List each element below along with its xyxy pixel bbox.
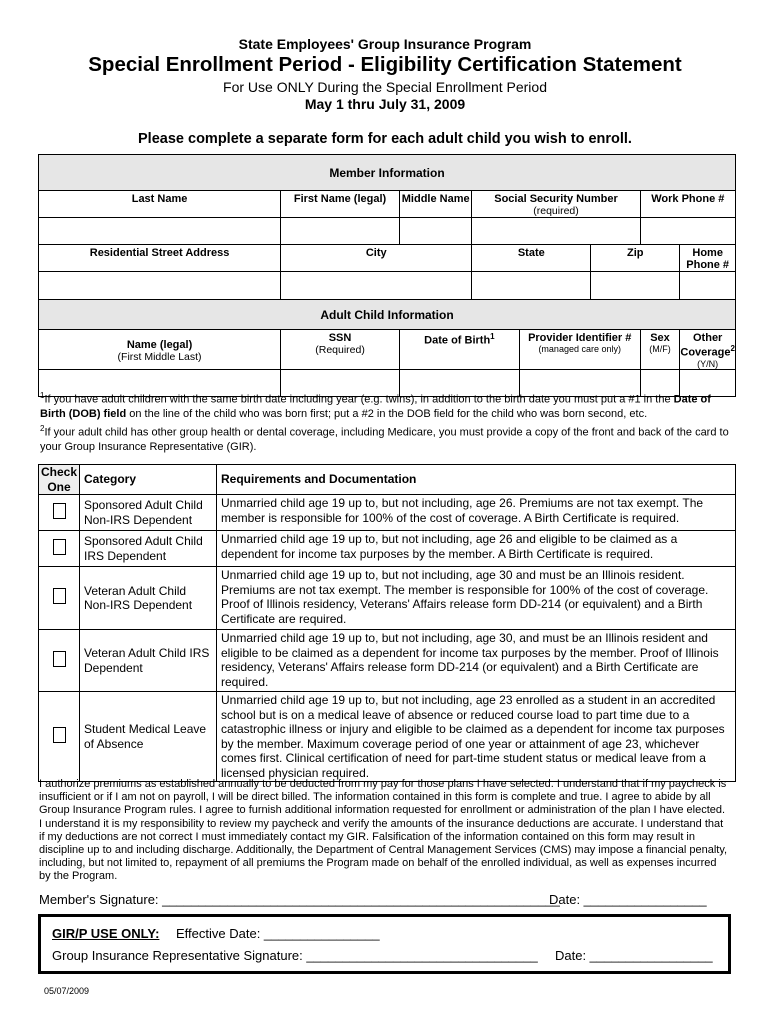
state-label: State (472, 245, 591, 272)
category-row (39, 692, 736, 782)
footnote-1-text-b: on the line of the child who was born first; put a #2 in the DOB field for the child who was born second, etc. (126, 407, 648, 420)
last-name-field[interactable] (39, 218, 281, 245)
work-phone-field[interactable] (640, 218, 735, 245)
authorization-statement: I authorize premiums as established annually to be deducted from my pay for those plans I have selected. I understand that if my paycheck is insufficient or if I am not on payroll, I will be direct billed. The information contained in this form is complete and true. I agree to abide by all Group Insurance Program rules. I agree to furnish additional information requested for enrollment or administration of the plan I have elected. I understand it is my responsibility to review my paycheck and verify the amounts of the insurance deductions are accurate. I understand that if my deductions are not correct I must immediately contact my GIR. Falsification of the information contained on this form may result in discipline up to and including discharge. Additionally, the Department of Central Management Services (CMS) may impose a financial penalty, including, but not limited to, repayment of all premiums the Program made on behalf of the enrolled individual, as well as expenses incurred by the Program. (39, 778, 728, 883)
category-check-cell (39, 692, 80, 782)
category-name: Student Medical Leave of Absence (80, 692, 217, 782)
footnote-2 (40, 422, 730, 454)
child-info-heading: Adult Child Information (39, 300, 736, 330)
other-coverage-label-text: Other Coverage (680, 332, 731, 359)
category-requirements: Unmarried child age 19 up to, but not including, age 23 enrolled as a student in an accredited school but is on a medical leave of absence or reduced course load to part time due to a catastrophic illness or injury and eligible to be claimed as a dependent for income tax purposes by the member. Maximum coverage period of one year or attainment of age 23, whichever comes first. Clinical certification of need for part-time student status or medical leave from a licensed physician required. (217, 692, 736, 782)
category-requirements: Unmarried child age 19 up to, but not including, age 26 and eligible to be claimed as a dependent for income tax purposes by the member. A Birth Certificate is required. (217, 531, 736, 567)
category-requirements: Unmarried child age 19 up to, but not including, age 30, and must be an Illinois resident and eligible to be claimed as a dependent for income tax purposes by the member. Proof of Illinois residency, Veterans' Affairs release form DD-214 (or equivalent) and a Birth Certificate are required. (217, 630, 736, 692)
provider-id-label (519, 330, 640, 370)
zip-label: Zip (591, 245, 680, 272)
first-name-field[interactable] (281, 218, 400, 245)
ssn-field[interactable] (472, 218, 640, 245)
category-header: Category (80, 465, 217, 495)
other-coverage-label (680, 330, 736, 370)
child-name-label-text: Name (legal) (126, 338, 193, 351)
footnote-1-bold: Date of Birth (DOB) field (40, 393, 711, 420)
category-check-cell (39, 531, 80, 567)
category-row (39, 567, 736, 630)
gir-date-line[interactable]: Date: _________________ (555, 948, 713, 963)
dob-footnote-ref: 1 (490, 332, 495, 341)
effective-date-line[interactable]: Effective Date: ________________ (176, 926, 380, 941)
category-check-cell (39, 567, 80, 630)
veteran-non-irs-checkbox[interactable] (53, 588, 66, 604)
category-row (39, 531, 736, 567)
category-check-cell (39, 630, 80, 692)
zip-field[interactable] (591, 272, 680, 300)
member-signature-line[interactable]: Member's Signature: _______________________________________________________ (39, 892, 560, 907)
category-table (38, 464, 736, 782)
other-coverage-footnote-ref: 2 (730, 344, 735, 353)
gir-use-only-box (38, 914, 731, 974)
category-check-cell (39, 495, 80, 531)
city-label: City (281, 245, 472, 272)
member-child-info-table (38, 154, 736, 397)
child-ssn-label (281, 330, 400, 370)
street-address-field[interactable] (39, 272, 281, 300)
footnote-2-number: 2 (40, 424, 45, 433)
category-name: Veteran Adult Child Non-IRS Dependent (80, 567, 217, 630)
dob-label-text: Date of Birth (424, 334, 491, 347)
requirements-header: Requirements and Documentation (217, 465, 736, 495)
dob-label (399, 330, 519, 370)
gir-label: GIR/P USE ONLY: (52, 926, 160, 941)
sex-label-text: Sex (650, 332, 670, 344)
sponsored-non-irs-checkbox[interactable] (53, 503, 66, 519)
footnote-1-number: 1 (40, 391, 45, 400)
provider-id-label-text: Provider Identifier # (528, 332, 632, 344)
last-name-label: Last Name (39, 191, 281, 218)
form-instruction: Please complete a separate form for each adult child you wish to enroll. (138, 131, 632, 147)
category-name: Veteran Adult Child IRS Dependent (80, 630, 217, 692)
street-address-label: Residential Street Address (39, 245, 281, 272)
category-row (39, 630, 736, 692)
category-requirements: Unmarried child age 19 up to, but not including, age 26. Premiums are not tax exempt. The member is responsible for 100% of the cost of coverage. A Birth Certificate is required. (217, 495, 736, 531)
category-row (39, 495, 736, 531)
ssn-required-note: (required) (533, 205, 579, 217)
check-one-header: Check One (39, 465, 80, 495)
child-ssn-note: (Required) (315, 344, 365, 356)
footnote-2-text: If your adult child has other group health or dental coverage, including Medicare, you must provide a copy of the front and back of the card to your Group Insurance Representative (GIR). (40, 426, 729, 453)
child-name-label (39, 330, 281, 370)
first-name-label: First Name (legal) (281, 191, 400, 218)
child-ssn-label-text: SSN (328, 332, 352, 344)
student-leave-checkbox[interactable] (53, 727, 66, 743)
form-revision-date: 05/07/2009 (44, 986, 90, 996)
provider-id-note: (managed care only) (538, 344, 621, 354)
footnote-1 (40, 389, 730, 421)
gir-signature-line[interactable]: Group Insurance Representative Signature: ________________________________ (52, 948, 538, 963)
ssn-label (472, 191, 640, 218)
program-name: State Employees' Group Insurance Program (238, 36, 532, 52)
ssn-label-text: Social Security Number (494, 193, 618, 205)
home-phone-field[interactable] (680, 272, 736, 300)
member-info-heading: Member Information (39, 155, 736, 191)
form-subtitle: For Use ONLY During the Special Enrollment Period (223, 79, 547, 95)
sex-label (640, 330, 680, 370)
category-name: Sponsored Adult Child IRS Dependent (80, 531, 217, 567)
form-title: Special Enrollment Period - Eligibility Certification Statement (88, 53, 682, 76)
middle-name-label: Middle Name (399, 191, 471, 218)
state-field[interactable] (472, 272, 591, 300)
middle-name-field[interactable] (399, 218, 471, 245)
child-name-note: (First Middle Last) (117, 350, 202, 363)
home-phone-label: Home Phone # (680, 245, 736, 272)
veteran-irs-checkbox[interactable] (53, 651, 66, 667)
category-name: Sponsored Adult Child Non-IRS Dependent (80, 495, 217, 531)
category-requirements: Unmarried child age 19 up to, but not including, age 30 and must be an Illinois resident. Premiums are not tax exempt. The member is responsible for 100% of the cost of coverage. Proof of Illinois residency, Veterans' Affairs release form DD-214 (or equivalent) and a Birth Certificate are required. (217, 567, 736, 630)
member-date-line[interactable]: Date: _________________ (549, 892, 707, 907)
enrollment-dates: May 1 thru July 31, 2009 (304, 96, 466, 112)
sponsored-irs-checkbox[interactable] (53, 539, 66, 555)
work-phone-label: Work Phone # (640, 191, 735, 218)
city-field[interactable] (281, 272, 472, 300)
sex-note: (M/F) (649, 344, 671, 354)
footnote-1-text-a: If you have adult children with the same birth date including year (e.g. twins), in addition to the birth date you must put a #1 in the (44, 393, 674, 406)
other-coverage-note: (Y/N) (697, 358, 719, 369)
